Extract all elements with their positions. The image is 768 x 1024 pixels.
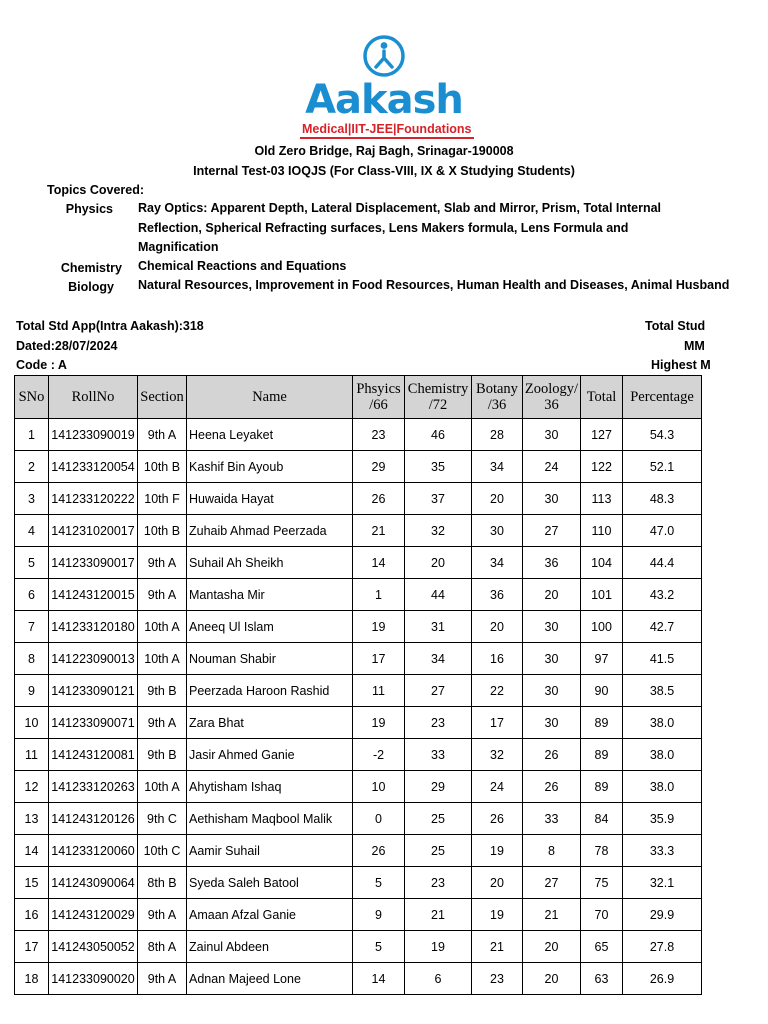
cell-zoology: 20 [523,931,581,963]
cell-botany: 20 [472,483,523,515]
cell-sno: 3 [15,483,49,515]
cell-botany: 19 [472,835,523,867]
cell-total: 100 [581,611,623,643]
cell-chemistry: 21 [405,899,472,931]
cell-zoology: 36 [523,547,581,579]
cell-physics: 14 [353,963,405,995]
cell-name: Jasir Ahmed Ganie [187,739,353,771]
cell-physics: 10 [353,771,405,803]
cell-section: 10th B [138,515,187,547]
table-row [15,707,702,739]
cell-percentage: 42.7 [623,611,702,643]
cell-sno: 16 [15,899,49,931]
cell-zoology: 20 [523,963,581,995]
cell-sno: 5 [15,547,49,579]
cell-rollno: 141233120060 [49,835,138,867]
cell-sno: 14 [15,835,49,867]
cell-rollno: 141233120263 [49,771,138,803]
logo-tagline: Medical|IIT-JEE|Foundations [300,122,474,139]
cell-name: Aethisham Maqbool Malik [187,803,353,835]
cell-rollno: 141243120081 [49,739,138,771]
cell-chemistry: 20 [405,547,472,579]
cell-chemistry: 23 [405,867,472,899]
cell-sno: 9 [15,675,49,707]
cell-botany: 24 [472,771,523,803]
cell-botany: 19 [472,899,523,931]
cell-section: 9th A [138,963,187,995]
cell-chemistry: 34 [405,643,472,675]
cell-total: 75 [581,867,623,899]
aakash-logo [300,34,472,140]
cell-total: 70 [581,899,623,931]
cell-botany: 34 [472,451,523,483]
total-students-right: Total Stud [645,319,706,333]
cell-section: 9th A [138,547,187,579]
cell-chemistry: 25 [405,803,472,835]
cell-sno: 4 [15,515,49,547]
cell-section: 9th A [138,899,187,931]
institute-address: Old Zero Bridge, Raj Bagh, Srinagar-190008 [254,144,514,158]
cell-physics: 21 [353,515,405,547]
results-table [14,375,702,995]
cell-physics: 17 [353,643,405,675]
cell-section: 9th A [138,707,187,739]
cell-percentage: 38.0 [623,739,702,771]
cell-total: 122 [581,451,623,483]
table-row [15,675,702,707]
cell-chemistry: 6 [405,963,472,995]
cell-percentage: 43.2 [623,579,702,611]
aakash-figure-icon [362,34,406,78]
cell-sno: 2 [15,451,49,483]
cell-botany: 17 [472,707,523,739]
table-row [15,771,702,803]
cell-physics: 0 [353,803,405,835]
cell-percentage: 29.9 [623,899,702,931]
cell-percentage: 38.0 [623,707,702,739]
cell-sno: 11 [15,739,49,771]
cell-physics: 19 [353,611,405,643]
cell-botany: 32 [472,739,523,771]
table-header-row [15,376,702,419]
cell-zoology: 30 [523,643,581,675]
cell-physics: 26 [353,483,405,515]
max-marks-right: MM [684,339,705,353]
code-label: Code : A [16,358,67,372]
cell-chemistry: 27 [405,675,472,707]
cell-section: 10th B [138,451,187,483]
cell-section: 9th A [138,419,187,451]
cell-sno: 17 [15,931,49,963]
header-percentage: Percentage [623,376,702,419]
cell-percentage: 26.9 [623,963,702,995]
table-row [15,547,702,579]
cell-section: 9th A [138,579,187,611]
physics-topics-line: Ray Optics: Apparent Depth, Lateral Displacement, Slab and Mirror, Prism, Total Internal [138,201,662,215]
cell-total: 101 [581,579,623,611]
cell-chemistry: 35 [405,451,472,483]
cell-rollno: 141243120015 [49,579,138,611]
header-physics-line1: Phsyics [356,381,401,397]
table-row [15,419,702,451]
cell-percentage: 41.5 [623,643,702,675]
cell-botany: 30 [472,515,523,547]
cell-physics: 14 [353,547,405,579]
physics-topics [138,199,661,258]
header-chemistry-line1: Chemistry [407,381,469,397]
cell-name: Nouman Shabir [187,643,353,675]
total-students-appeared: Total Std App(Intra Aakash):318 [16,319,204,333]
cell-total: 65 [581,931,623,963]
cell-name: Syeda Saleh Batool [187,867,353,899]
header-name: Name [187,376,353,419]
header-botany-line1: Botany [476,381,518,397]
cell-rollno: 141243050052 [49,931,138,963]
cell-physics: 23 [353,419,405,451]
table-row [15,643,702,675]
date-label: Dated:28/07/2024 [16,339,118,353]
cell-section: 9th B [138,739,187,771]
cell-chemistry: 32 [405,515,472,547]
table-row [15,803,702,835]
test-title: Internal Test-03 IOQJS (For Class-VIII, IX & X Studying Students) [193,164,575,178]
cell-rollno: 141243120029 [49,899,138,931]
cell-section: 10th A [138,611,187,643]
cell-chemistry: 46 [405,419,472,451]
cell-name: Aamir Suhail [187,835,353,867]
highest-marks-right: Highest M [651,358,711,372]
cell-section: 10th F [138,483,187,515]
cell-physics: 1 [353,579,405,611]
biology-topics: Natural Resources, Improvement in Food Resources, Human Health and Diseases, Animal Husband [138,278,730,292]
cell-zoology: 27 [523,515,581,547]
cell-chemistry: 33 [405,739,472,771]
cell-section: 9th B [138,675,187,707]
cell-botany: 16 [472,643,523,675]
cell-total: 89 [581,707,623,739]
cell-physics: 26 [353,835,405,867]
cell-physics: 5 [353,867,405,899]
cell-botany: 34 [472,547,523,579]
cell-percentage: 33.3 [623,835,702,867]
biology-label: Biology [68,280,114,294]
cell-chemistry: 37 [405,483,472,515]
cell-sno: 13 [15,803,49,835]
header-chemistry-line2: /72 [428,397,448,413]
cell-physics: -2 [353,739,405,771]
cell-sno: 7 [15,611,49,643]
cell-physics: 29 [353,451,405,483]
cell-percentage: 35.9 [623,803,702,835]
table-row [15,515,702,547]
cell-sno: 1 [15,419,49,451]
cell-name: Aneeq Ul Islam [187,611,353,643]
cell-botany: 28 [472,419,523,451]
header-section: Section [138,376,187,419]
results-table-body [15,419,702,995]
cell-botany: 21 [472,931,523,963]
cell-zoology: 30 [523,419,581,451]
cell-section: 8th A [138,931,187,963]
cell-name: Mantasha Mir [187,579,353,611]
cell-total: 63 [581,963,623,995]
cell-name: Huwaida Hayat [187,483,353,515]
cell-botany: 26 [472,803,523,835]
cell-percentage: 38.5 [623,675,702,707]
cell-zoology: 21 [523,899,581,931]
cell-sno: 6 [15,579,49,611]
cell-rollno: 141233090019 [49,419,138,451]
cell-name: Kashif Bin Ayoub [187,451,353,483]
cell-zoology: 30 [523,611,581,643]
cell-sno: 18 [15,963,49,995]
header-botany-line2: /36 [487,397,507,413]
cell-name: Zuhaib Ahmad Peerzada [187,515,353,547]
cell-name: Zainul Abdeen [187,931,353,963]
cell-zoology: 26 [523,739,581,771]
table-row [15,483,702,515]
header-rollno: RollNo [49,376,138,419]
cell-rollno: 141233090071 [49,707,138,739]
physics-label: Physics [65,202,113,216]
cell-total: 104 [581,547,623,579]
header-physics-line2: /66 [369,397,388,413]
header-chemistry [405,376,472,419]
cell-zoology: 8 [523,835,581,867]
cell-zoology: 30 [523,707,581,739]
cell-sno: 10 [15,707,49,739]
cell-botany: 20 [472,867,523,899]
header-total: Total [581,376,623,419]
cell-percentage: 44.4 [623,547,702,579]
cell-percentage: 27.8 [623,931,702,963]
table-row [15,451,702,483]
cell-sno: 15 [15,867,49,899]
header-botany [472,376,523,419]
cell-physics: 5 [353,931,405,963]
cell-name: Heena Leyaket [187,419,353,451]
table-row [15,611,702,643]
table-row [15,931,702,963]
header-sno: SNo [15,376,49,419]
cell-name: Peerzada Haroon Rashid [187,675,353,707]
cell-total: 113 [581,483,623,515]
cell-zoology: 27 [523,867,581,899]
cell-section: 8th B [138,867,187,899]
cell-rollno: 141243090064 [49,867,138,899]
cell-name: Adnan Majeed Lone [187,963,353,995]
cell-zoology: 24 [523,451,581,483]
cell-zoology: 20 [523,579,581,611]
cell-name: Suhail Ah Sheikh [187,547,353,579]
table-row [15,899,702,931]
chemistry-topics: Chemical Reactions and Equations [138,259,347,273]
header-zoology-line1: Zoology/ [524,381,579,397]
cell-total: 84 [581,803,623,835]
physics-topics-line: Magnification [138,240,219,254]
chemistry-label: Chemistry [60,261,122,275]
cell-botany: 36 [472,579,523,611]
cell-physics: 9 [353,899,405,931]
cell-percentage: 47.0 [623,515,702,547]
cell-rollno: 141233120180 [49,611,138,643]
cell-chemistry: 23 [405,707,472,739]
cell-total: 90 [581,675,623,707]
cell-percentage: 54.3 [623,419,702,451]
topics-title: Topics Covered: [47,183,145,197]
header-zoology [523,376,581,419]
cell-botany: 22 [472,675,523,707]
table-row [15,867,702,899]
cell-section: 9th C [138,803,187,835]
cell-rollno: 141233090020 [49,963,138,995]
cell-name: Amaan Afzal Ganie [187,899,353,931]
cell-total: 97 [581,643,623,675]
cell-zoology: 30 [523,483,581,515]
cell-rollno: 141231020017 [49,515,138,547]
cell-rollno: 141233120054 [49,451,138,483]
cell-chemistry: 29 [405,771,472,803]
cell-percentage: 52.1 [623,451,702,483]
cell-chemistry: 44 [405,579,472,611]
cell-rollno: 141233120222 [49,483,138,515]
cell-percentage: 32.1 [623,867,702,899]
cell-total: 89 [581,739,623,771]
cell-total: 78 [581,835,623,867]
cell-section: 10th A [138,771,187,803]
cell-sno: 8 [15,643,49,675]
cell-rollno: 141233090017 [49,547,138,579]
cell-total: 127 [581,419,623,451]
logo-brand-text: Aakash [305,77,463,123]
table-row [15,963,702,995]
cell-rollno: 141223090013 [49,643,138,675]
cell-zoology: 33 [523,803,581,835]
cell-section: 10th A [138,643,187,675]
cell-percentage: 38.0 [623,771,702,803]
cell-physics: 11 [353,675,405,707]
table-row [15,835,702,867]
physics-topics-line: Reflection, Spherical Refracting surfaces, Lens Makers formula, Lens Formula and [138,220,629,235]
cell-sno: 12 [15,771,49,803]
cell-chemistry: 25 [405,835,472,867]
cell-rollno: 141243120126 [49,803,138,835]
cell-total: 110 [581,515,623,547]
cell-chemistry: 19 [405,931,472,963]
header-physics [353,376,405,419]
cell-botany: 23 [472,963,523,995]
cell-section: 10th C [138,835,187,867]
cell-zoology: 26 [523,771,581,803]
cell-zoology: 30 [523,675,581,707]
cell-percentage: 48.3 [623,483,702,515]
cell-botany: 20 [472,611,523,643]
cell-chemistry: 31 [405,611,472,643]
table-row [15,739,702,771]
cell-total: 89 [581,771,623,803]
cell-rollno: 141233090121 [49,675,138,707]
cell-physics: 19 [353,707,405,739]
cell-name: Ahytisham Ishaq [187,771,353,803]
table-row [15,579,702,611]
cell-name: Zara Bhat [187,707,353,739]
header-zoology-line2: 36 [544,397,559,413]
